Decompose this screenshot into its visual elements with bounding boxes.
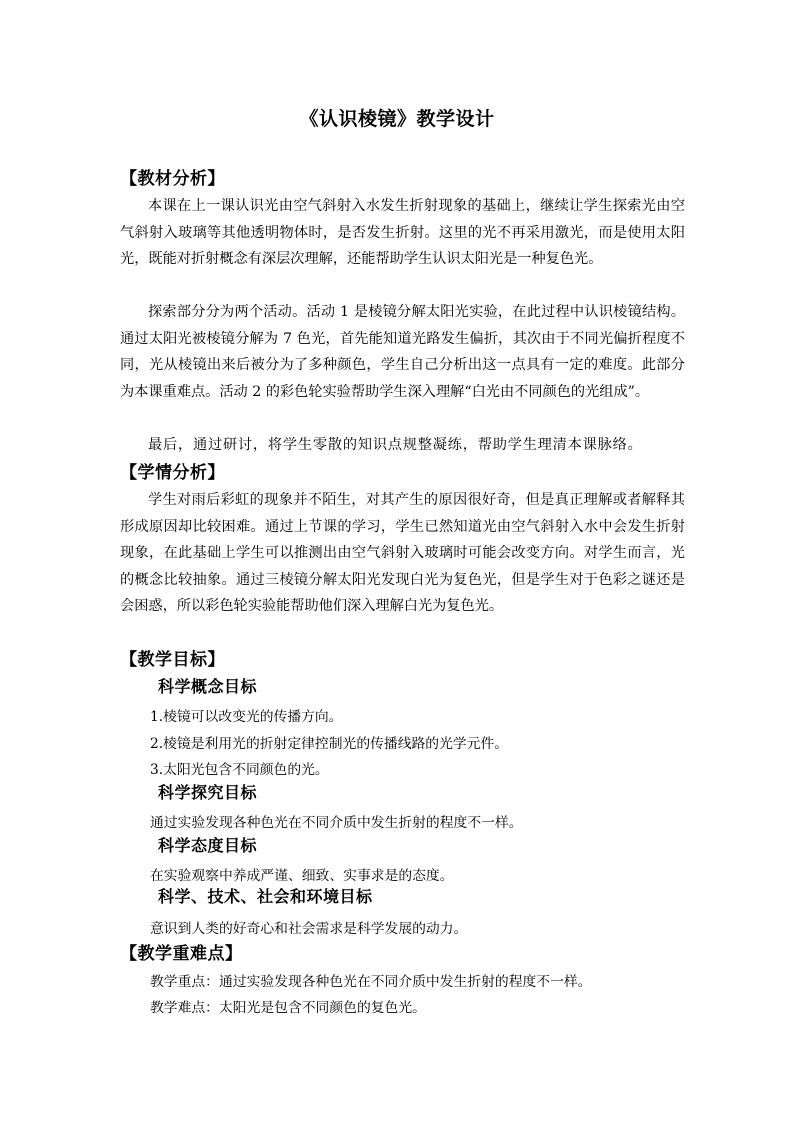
- subheading-concept-goals: 科学概念目标: [158, 677, 258, 696]
- concept-goal-item-2: 2.棱镜是利用光的折射定律控制光的传播线路的光学元件。: [150, 736, 509, 752]
- document-title: 《认识棱镜》教学设计: [299, 108, 495, 130]
- heading-student-analysis: 【学情分析】: [120, 463, 225, 483]
- heading-key-points: 【教学重难点】: [120, 944, 243, 964]
- inquiry-goal-text: 通过实验发现各种色光在不同介质中发生折射的程度不一样。: [150, 815, 523, 831]
- paragraph-material-3: 最后，通过研讨，将学生零散的知识点规整凝练，帮助学生理清本课脉络。: [148, 437, 643, 453]
- heading-material-analysis: 【教材分析】: [120, 169, 225, 189]
- concept-goal-item-3: 3.太阳光包含不同颜色的光。: [150, 762, 329, 778]
- paragraph-material-2: 探索部分分为两个活动。活动 1 是棱镜分解太阳光实验，在此过程中认识棱镜结构。通过太阳光被棱镜分解为 7 色光，首先能知道光路发生偏折，其次由于不同光偏折程度不同，光从棱镜出来后被分为了多种颜色，学生自己分析出这一点具有一定的难度。此部分为本课重难点。活动 2 的彩色轮实验帮助学生深入理解“白光由不同颜色的光组成”。: [120, 304, 685, 400]
- teaching-difficulty: 教学难点：太阳光是包含不同颜色的复色光。: [150, 1000, 426, 1016]
- paragraph-student-analysis: 学生对雨后彩虹的现象并不陌生，对其产生的原因很好奇，但是真正理解或者解释其形成原因却比较困难。通过上节课的学习，学生已然知道光由空气斜射入水中会发生折射现象，在此基础上学生可以推测出由空气斜射入玻璃时可能会改变方向。对学生而言，光的概念比较抽象。通过三棱镜分解太阳光发现白光为复色光，但是学生对于色彩之谜还是会困惑，所以彩色轮实验能帮助他们深入理解白光为复色光。: [120, 492, 685, 614]
- heading-teaching-goals: 【教学目标】: [120, 650, 225, 670]
- subheading-attitude-goals: 科学态度目标: [158, 836, 258, 855]
- subheading-inquiry-goals: 科学探究目标: [158, 783, 258, 802]
- paragraph-material-1: 本课在上一课认识光由空气斜射入水发生折射现象的基础上，继续让学生探索光由空气斜射入玻璃等其他透明物体时，是否发生折射。这里的光不再采用激光，而是使用太阳光，既能对折射概念有深层次理解，还能帮助学生认识太阳光是一种复色光。: [120, 198, 685, 267]
- attitude-goal-text: 在实验观察中养成严谨、细致、实事求是的态度。: [150, 868, 454, 884]
- subheading-stse-goals: 科学、技术、社会和环境目标: [158, 887, 373, 906]
- teaching-focus: 教学重点：通过实验发现各种色光在不同介质中发生折射的程度不一样。: [150, 974, 592, 990]
- concept-goal-item-1: 1.棱镜可以改变光的传播方向。: [150, 709, 343, 725]
- stse-goal-text: 意识到人类的好奇心和社会需求是科学发展的动力。: [150, 921, 468, 937]
